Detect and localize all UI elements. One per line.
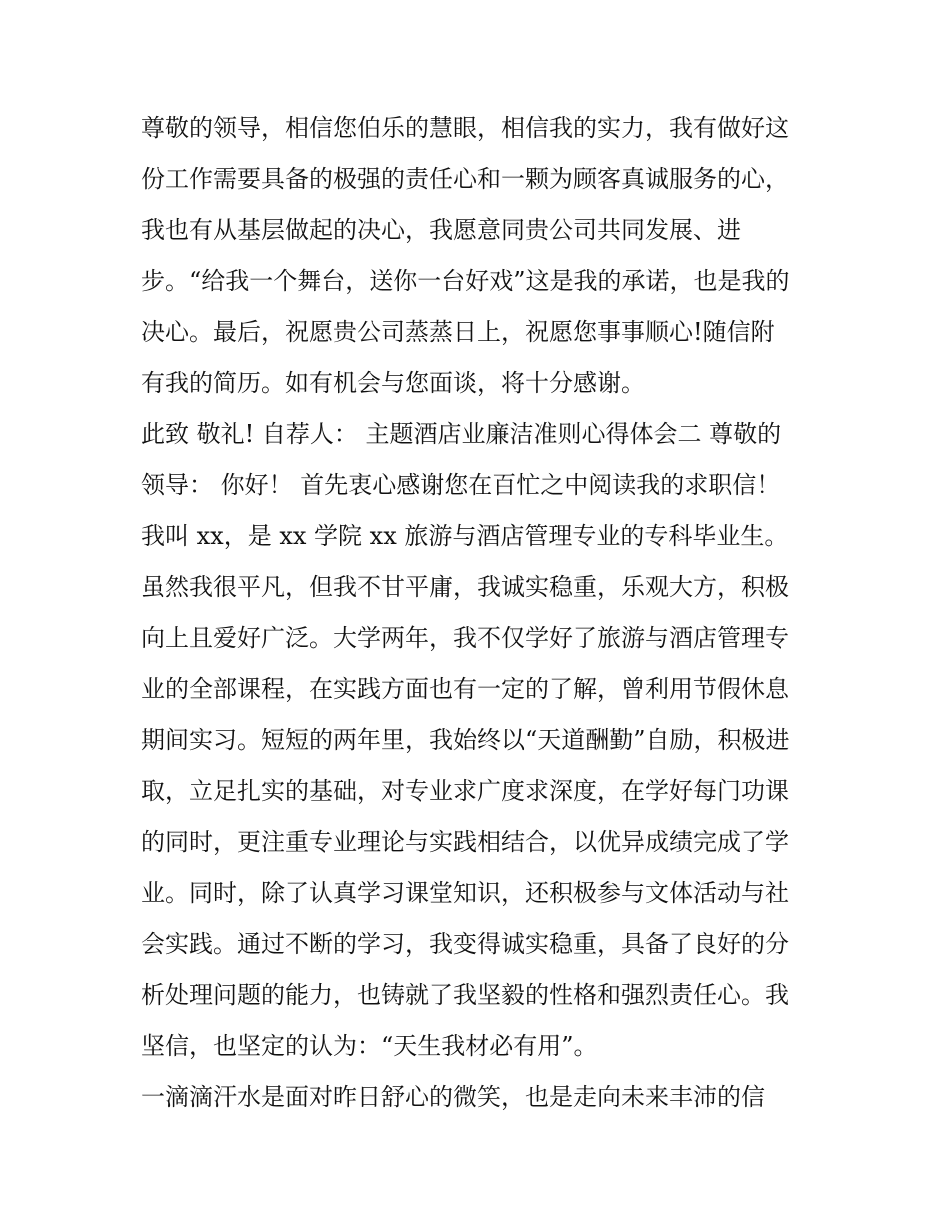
text-line: 此致 敬礼! 自荐人： 主题酒店业廉洁准则心得体会二 尊敬的 bbox=[141, 420, 782, 448]
text-line: 虽然我很平凡，但我不甘平庸，我诚实稳重，乐观大方，积极 bbox=[141, 573, 789, 601]
text-line: 步。“给我一个舞台，送你一台好戏”这是我的承诺，也是我的 bbox=[141, 267, 790, 295]
text-line: 期间实习。短短的两年里，我始终以“天道酬勤”自励，积极进 bbox=[141, 726, 790, 754]
text-line: 向上且爱好广泛。大学两年，我不仅学好了旅游与酒店管理专 bbox=[141, 624, 789, 652]
text-line: 业。同时，除了认真学习课堂知识，还积极参与文体活动与社 bbox=[141, 879, 789, 907]
text-line: 一滴滴汗水是面对昨日舒心的微笑，也是走向未来丰沛的信 bbox=[141, 1083, 765, 1111]
text-line: 领导： 你好！ 首先衷心感谢您在百忙之中阅读我的求职信！ bbox=[141, 471, 781, 499]
text-line: 坚信，也坚定的认为：“天生我材必有用”。 bbox=[141, 1032, 598, 1060]
text-line: 取，立足扎实的基础，对专业求广度求深度，在学好每门功课 bbox=[141, 777, 789, 805]
text-line: 尊敬的领导，相信您伯乐的慧眼，相信我的实力，我有做好这 bbox=[141, 114, 789, 142]
text-line: 析处理问题的能力，也铸就了我坚毅的性格和强烈责任心。我 bbox=[141, 981, 789, 1009]
text-line: 的同时，更注重专业理论与实践相结合，以优异成绩完成了学 bbox=[141, 828, 789, 856]
text-line: 我也有从基层做起的决心，我愿意同贵公司共同发展、进 bbox=[141, 216, 741, 244]
text-line: 决心。最后，祝愿贵公司蒸蒸日上，祝愿您事事顺心!随信附 bbox=[141, 318, 775, 346]
text-line: 有我的简历。如有机会与您面谈，将十分感谢。 bbox=[141, 369, 645, 397]
text-line: 会实践。通过不断的学习，我变得诚实稳重，具备了良好的分 bbox=[141, 930, 789, 958]
text-line: 份工作需要具备的极强的责任心和一颗为顾客真诚服务的心， bbox=[141, 165, 789, 193]
text-line: 我叫 xx，是 xx 学院 xx 旅游与酒店管理专业的专科毕业生。 bbox=[141, 522, 789, 550]
text-line: 业的全部课程，在实践方面也有一定的了解，曾利用节假休息 bbox=[141, 675, 789, 703]
